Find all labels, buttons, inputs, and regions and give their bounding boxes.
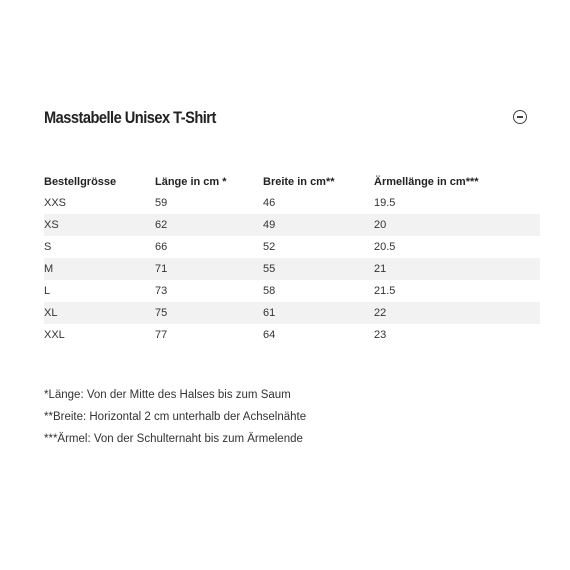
size-chart-title: Masstabelle Unisex T-Shirt: [44, 108, 216, 127]
cell-sleeve: 22: [374, 302, 540, 324]
cell-length: 62: [155, 214, 263, 236]
table-header-row: [44, 172, 540, 192]
cell-width: 52: [263, 241, 276, 253]
cell-sleeve: 20: [374, 214, 540, 236]
column-header-size: Bestellgrösse: [44, 176, 117, 188]
cell-width: 55: [263, 258, 374, 280]
size-chart-header[interactable]: [44, 106, 540, 134]
cell-size: XS: [44, 214, 155, 236]
cell-length: 59: [155, 197, 168, 209]
cell-sleeve: 19.5: [374, 197, 396, 209]
cell-sleeve: 23: [374, 329, 387, 341]
minus-circle-icon[interactable]: [513, 110, 527, 124]
size-chart-panel: [44, 106, 540, 445]
cell-length: 77: [155, 329, 168, 341]
footnote-length: *Länge: Von der Mitte des Halses bis zum Saum: [44, 389, 291, 401]
table-row: [44, 258, 540, 280]
cell-size: XXS: [44, 197, 67, 209]
cell-width: 64: [263, 329, 276, 341]
cell-length: 75: [155, 302, 263, 324]
table-row: [44, 324, 540, 346]
cell-size: M: [44, 258, 155, 280]
column-header-length: Länge in cm *: [155, 176, 227, 188]
cell-sleeve: 21.5: [374, 285, 396, 297]
cell-sleeve: 21: [374, 258, 540, 280]
cell-width: 46: [263, 197, 276, 209]
cell-sleeve: 20.5: [374, 241, 396, 253]
table-row: [44, 214, 540, 236]
footnote-sleeve: ***Ärmel: Von der Schulternaht bis zum Ärmelende: [44, 433, 303, 445]
table-row: [44, 192, 540, 214]
column-header-width: Breite in cm**: [263, 176, 335, 188]
table-row: [44, 302, 540, 324]
cell-width: 49: [263, 214, 374, 236]
footnote-width: **Breite: Horizontal 2 cm unterhalb der Achselnähte: [44, 411, 307, 423]
size-table: [44, 172, 540, 346]
cell-width: 58: [263, 285, 276, 297]
footnotes: [44, 384, 306, 450]
cell-length: 71: [155, 258, 263, 280]
column-header-sleeve: Ärmellänge in cm***: [374, 176, 479, 188]
cell-size: S: [44, 241, 52, 253]
cell-length: 73: [155, 285, 168, 297]
table-row: [44, 236, 540, 258]
cell-width: 61: [263, 302, 374, 324]
cell-size: L: [44, 285, 51, 297]
cell-size: XXL: [44, 329, 65, 341]
table-row: [44, 280, 540, 302]
cell-size: XL: [44, 302, 155, 324]
cell-length: 66: [155, 241, 168, 253]
